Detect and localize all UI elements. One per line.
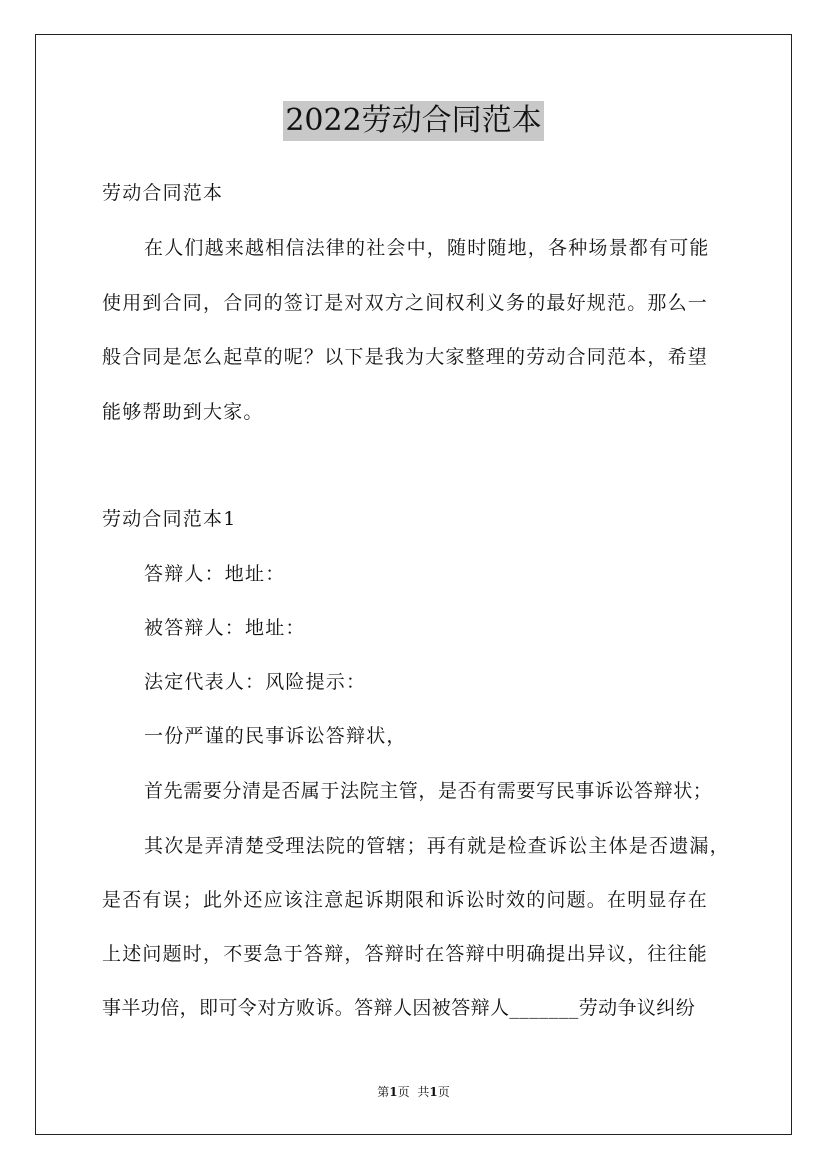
field-line: 一份严谨的民事诉讼答辩状， bbox=[144, 725, 407, 747]
field-line: 被答辩人：地址： bbox=[144, 617, 306, 639]
section-heading: 劳动合同范本1 bbox=[102, 508, 237, 530]
body-line: 是否有误；此外还应该注意起诉期限和诉讼时效的问题。在明显存在 bbox=[102, 889, 709, 911]
subtitle: 劳动合同范本 bbox=[102, 182, 224, 204]
intro-line: 般合同是怎么起草的呢？以下是我为大家整理的劳动合同范本，希望 bbox=[102, 346, 709, 368]
total-pages: 1 bbox=[429, 1085, 438, 1099]
total-prefix: 共 bbox=[417, 1085, 430, 1099]
page-footer bbox=[0, 1084, 827, 1100]
page-prefix: 第 bbox=[377, 1085, 390, 1099]
page-suffix: 页 bbox=[397, 1085, 410, 1099]
title-container bbox=[0, 101, 827, 141]
document-title: 2022劳动合同范本 bbox=[283, 101, 543, 141]
total-suffix: 页 bbox=[437, 1085, 450, 1099]
intro-line: 在人们越来越相信法律的社会中，随时随地，各种场景都有可能 bbox=[144, 237, 710, 259]
body-line: 事半功倍，即可令对方败诉。答辩人因被答辩人_______劳动争议纠纷 bbox=[102, 997, 696, 1019]
field-line: 首先需要分清是否属于法院主管，是否有需要写民事诉讼答辩状； bbox=[144, 780, 713, 802]
field-line: 法定代表人：风险提示： bbox=[144, 671, 367, 693]
body-line: 其次是弄清楚受理法院的管辖；再有就是检查诉讼主体是否遗漏， bbox=[144, 835, 730, 857]
intro-line: 能够帮助到大家。 bbox=[102, 401, 264, 423]
field-line: 答辩人：地址： bbox=[144, 563, 286, 585]
page-number: 1 bbox=[389, 1085, 398, 1099]
intro-line: 使用到合同，合同的签订是对双方之间权利义务的最好规范。那么一 bbox=[102, 292, 709, 314]
body-line: 上述问题时，不要急于答辩，答辩时在答辩中明确提出异议，往往能 bbox=[102, 943, 709, 965]
